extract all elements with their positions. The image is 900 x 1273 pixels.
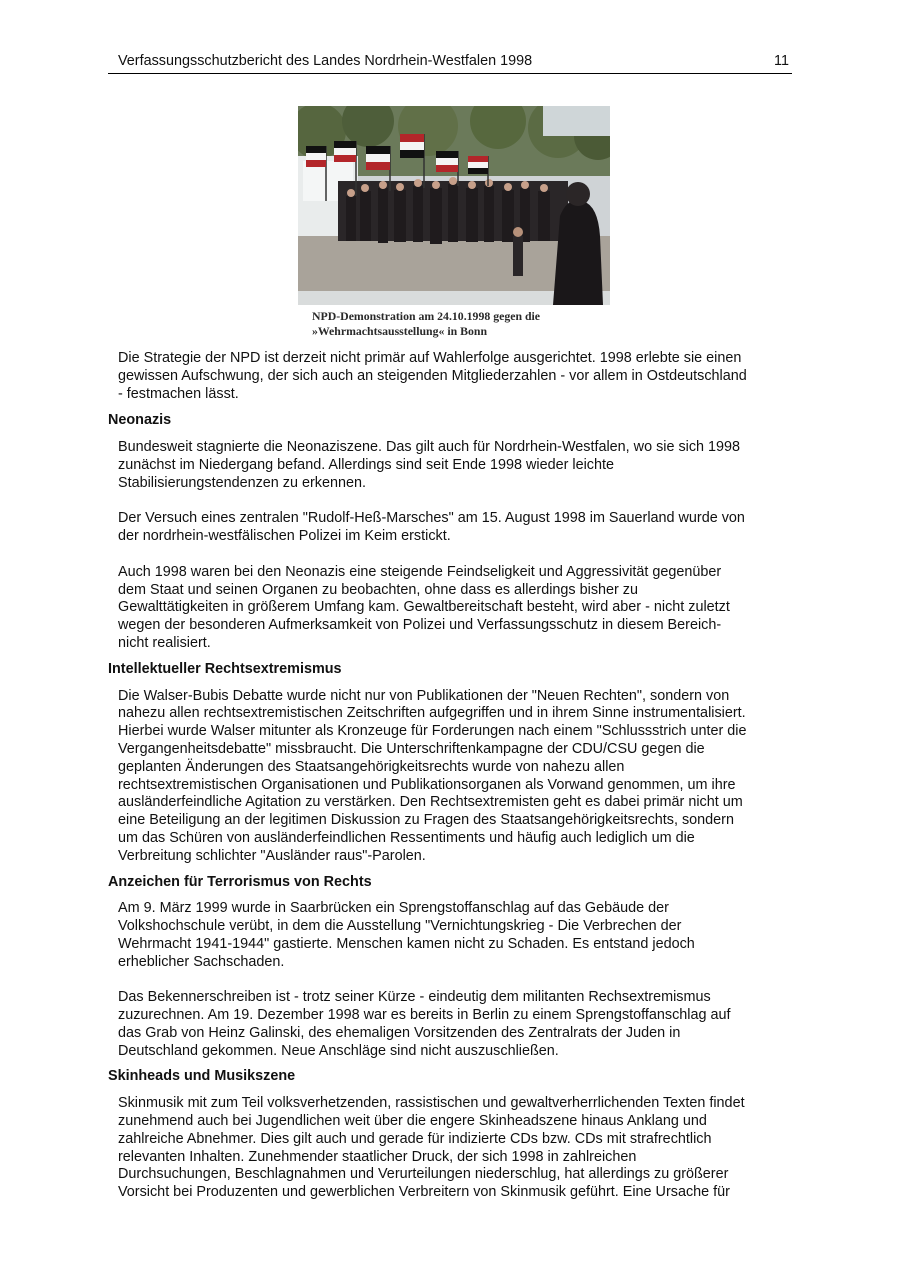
- text-line: - festmachen lässt.: [118, 385, 239, 402]
- text-line: Skinmusik mit zum Teil volksverhetzenden, rassistischen und gewaltverherrlichenden Texten findet: [118, 1095, 745, 1112]
- text-line: Vorsicht bei Produzenten und gewerblichen Verbreitern von Skinmusik geführt. Eine Ursache für: [118, 1184, 730, 1201]
- text-line: dem Staat und seinen Organen zu beobachten, ohne dass es allerdings bisher zu: [118, 581, 639, 598]
- caption-line: NPD-Demonstration am 24.10.1998 gegen die: [312, 309, 541, 323]
- text-line: ausländerfeindliche Agitation zu verstärken. Den Rechtsextremisten geht es dabei primär nicht um: [118, 794, 743, 811]
- demonstration-photo: [298, 106, 610, 305]
- paragraph: [118, 439, 792, 492]
- text-line: zuzurechnen. Am 19. Dezember 1998 war es bereits in Berlin zu einem Sprengstoffanschlag auf: [118, 1007, 731, 1024]
- text-line: Verbreitung schlichter "Ausländer raus"-Parolen.: [118, 847, 426, 864]
- paragraph: [118, 989, 792, 1060]
- text-line: nahezu allen rechtsextremistischen Zeitschriften aufgegriffen und in ihrem Sinne instrumentalisiert.: [118, 705, 746, 722]
- caption-line: »Wehrmachtsausstellung« in Bonn: [312, 324, 488, 338]
- text-line: zahlreiche Abnehmer. Dies gilt auch und gerade für indizierte CDs bzw. CDs mit strafrechtlich: [118, 1130, 712, 1147]
- text-line: Bundesweit stagnierte die Neonaziszene. Das gilt auch für Nordrhein-Westfalen, wo sie sich 1998: [118, 439, 741, 456]
- text-line: Die Walser-Bubis Debatte wurde nicht nur von Publikationen der "Neuen Rechten", sondern von: [118, 687, 730, 704]
- text-line: wegen der besonderen Aufmerksamkeit von Polizei und Verfassungsschutz in diesem Bereich-: [118, 617, 722, 634]
- body-text: [108, 350, 792, 1210]
- section-heading: Neonazis: [108, 412, 172, 429]
- photo-figure: [298, 106, 610, 344]
- text-line: rechtsextremistischen Organisationen und Publikationsorganen als Vorwand genommen, um ihre: [118, 776, 736, 793]
- text-line: Hierbei wurde Walser mitunter als Kronzeuge für Forderungen nach einem "Schlussstrich unter die: [118, 723, 747, 740]
- text-line: Der Versuch eines zentralen "Rudolf-Heß-Marsches" am 15. August 1998 im Sauerland wurde von: [118, 510, 745, 527]
- paragraph: [118, 564, 792, 653]
- text-line: Gewalttätigkeiten in größerem Umfang kam. Gewaltbereitschaft besteht, wird aber - nicht zuletzt: [118, 599, 730, 616]
- text-line: Deutschland gekommen. Neue Anschläge sind nicht auszuschließen.: [118, 1042, 559, 1059]
- text-line: Volkshochschule verübt, in dem die Ausstellung "Vernichtungskrieg - Die Verbrechen der: [118, 918, 682, 935]
- text-line: nicht realisiert.: [118, 634, 211, 651]
- text-line: Die Strategie der NPD ist derzeit nicht primär auf Wahlerfolge ausgerichtet. 1998 erlebte sie einen: [118, 350, 742, 366]
- running-header: [108, 53, 792, 74]
- text-line: Vergangenheitsdebatte" missbraucht. Die Unterschriftenkampagne der CDU/CSU gegen die: [118, 740, 705, 757]
- text-line: der nordrhein-westfälischen Polizei im Keim erstickt.: [118, 528, 451, 545]
- paragraph: [118, 900, 792, 971]
- paragraph: [118, 1095, 792, 1202]
- intro-paragraph: [118, 350, 792, 403]
- text-line: Stabilisierungstendenzen zu erkennen.: [118, 474, 367, 491]
- text-line: erheblicher Sachschaden.: [118, 953, 285, 970]
- photo-caption: [312, 309, 608, 339]
- header-title: Verfassungsschutzbericht des Landes Nordrhein-Westfalen 1998: [118, 53, 533, 69]
- text-line: zunächst im Niedergang befand. Allerdings sind seit Ende 1998 wieder leichte: [118, 456, 614, 473]
- section-heading: Intellektueller Rechtsextremismus: [108, 660, 342, 677]
- text-line: relevanten Inhalten. Zunehmender staatlicher Druck, der sich 1998 in zahlreichen: [118, 1148, 637, 1165]
- text-line: das Grab von Heinz Galinski, des ehemaligen Vorsitzenden des Zentralrats der Juden in: [118, 1024, 681, 1041]
- text-line: um das Schüren von ausländerfeindlichen Ressentiments und häufig auch lediglich um die: [118, 829, 695, 846]
- paragraph: [118, 688, 792, 866]
- section-heading: Anzeichen für Terrorismus von Rechts: [108, 873, 372, 890]
- text-line: gewissen Aufschwung, der sich auch an steigenden Mitgliederzahlen - vor allem in Ostdeutschland: [118, 367, 747, 384]
- page-number: 11: [774, 53, 789, 69]
- text-line: eine Beteiligung an der legitimen Diskussion zu Fragen des Staatsangehörigkeitsrechts, sondern: [118, 812, 734, 829]
- paragraph: [118, 510, 792, 546]
- text-line: Auch 1998 waren bei den Neonazis eine steigende Feindseligkeit und Aggressivität gegenüber: [118, 563, 722, 580]
- text-line: Wehrmacht 1941-1944" gastierte. Menschen kamen nicht zu Schaden. Es entstand jedoch: [118, 935, 695, 952]
- text-line: zunehmend auch bei Jugendlichen weit über die engere Skinheadszene hinaus Anklang und: [118, 1113, 707, 1130]
- text-line: Am 9. März 1999 wurde in Saarbrücken ein Sprengstoffanschlag auf das Gebäude der: [118, 900, 669, 917]
- text-line: Durchsuchungen, Beschlagnahmen und Verurteilungen niederschlug, hat allerdings zu größerer: [118, 1166, 729, 1183]
- section-heading: Skinheads und Musikszene: [108, 1068, 296, 1085]
- text-line: Das Bekennerschreiben ist - trotz seiner Kürze - eindeutig dem militanten Rechsextremismus: [118, 989, 711, 1006]
- text-line: geplanten Änderungen des Staatsangehörigkeitsrechts wurde von nahezu allen: [118, 758, 625, 775]
